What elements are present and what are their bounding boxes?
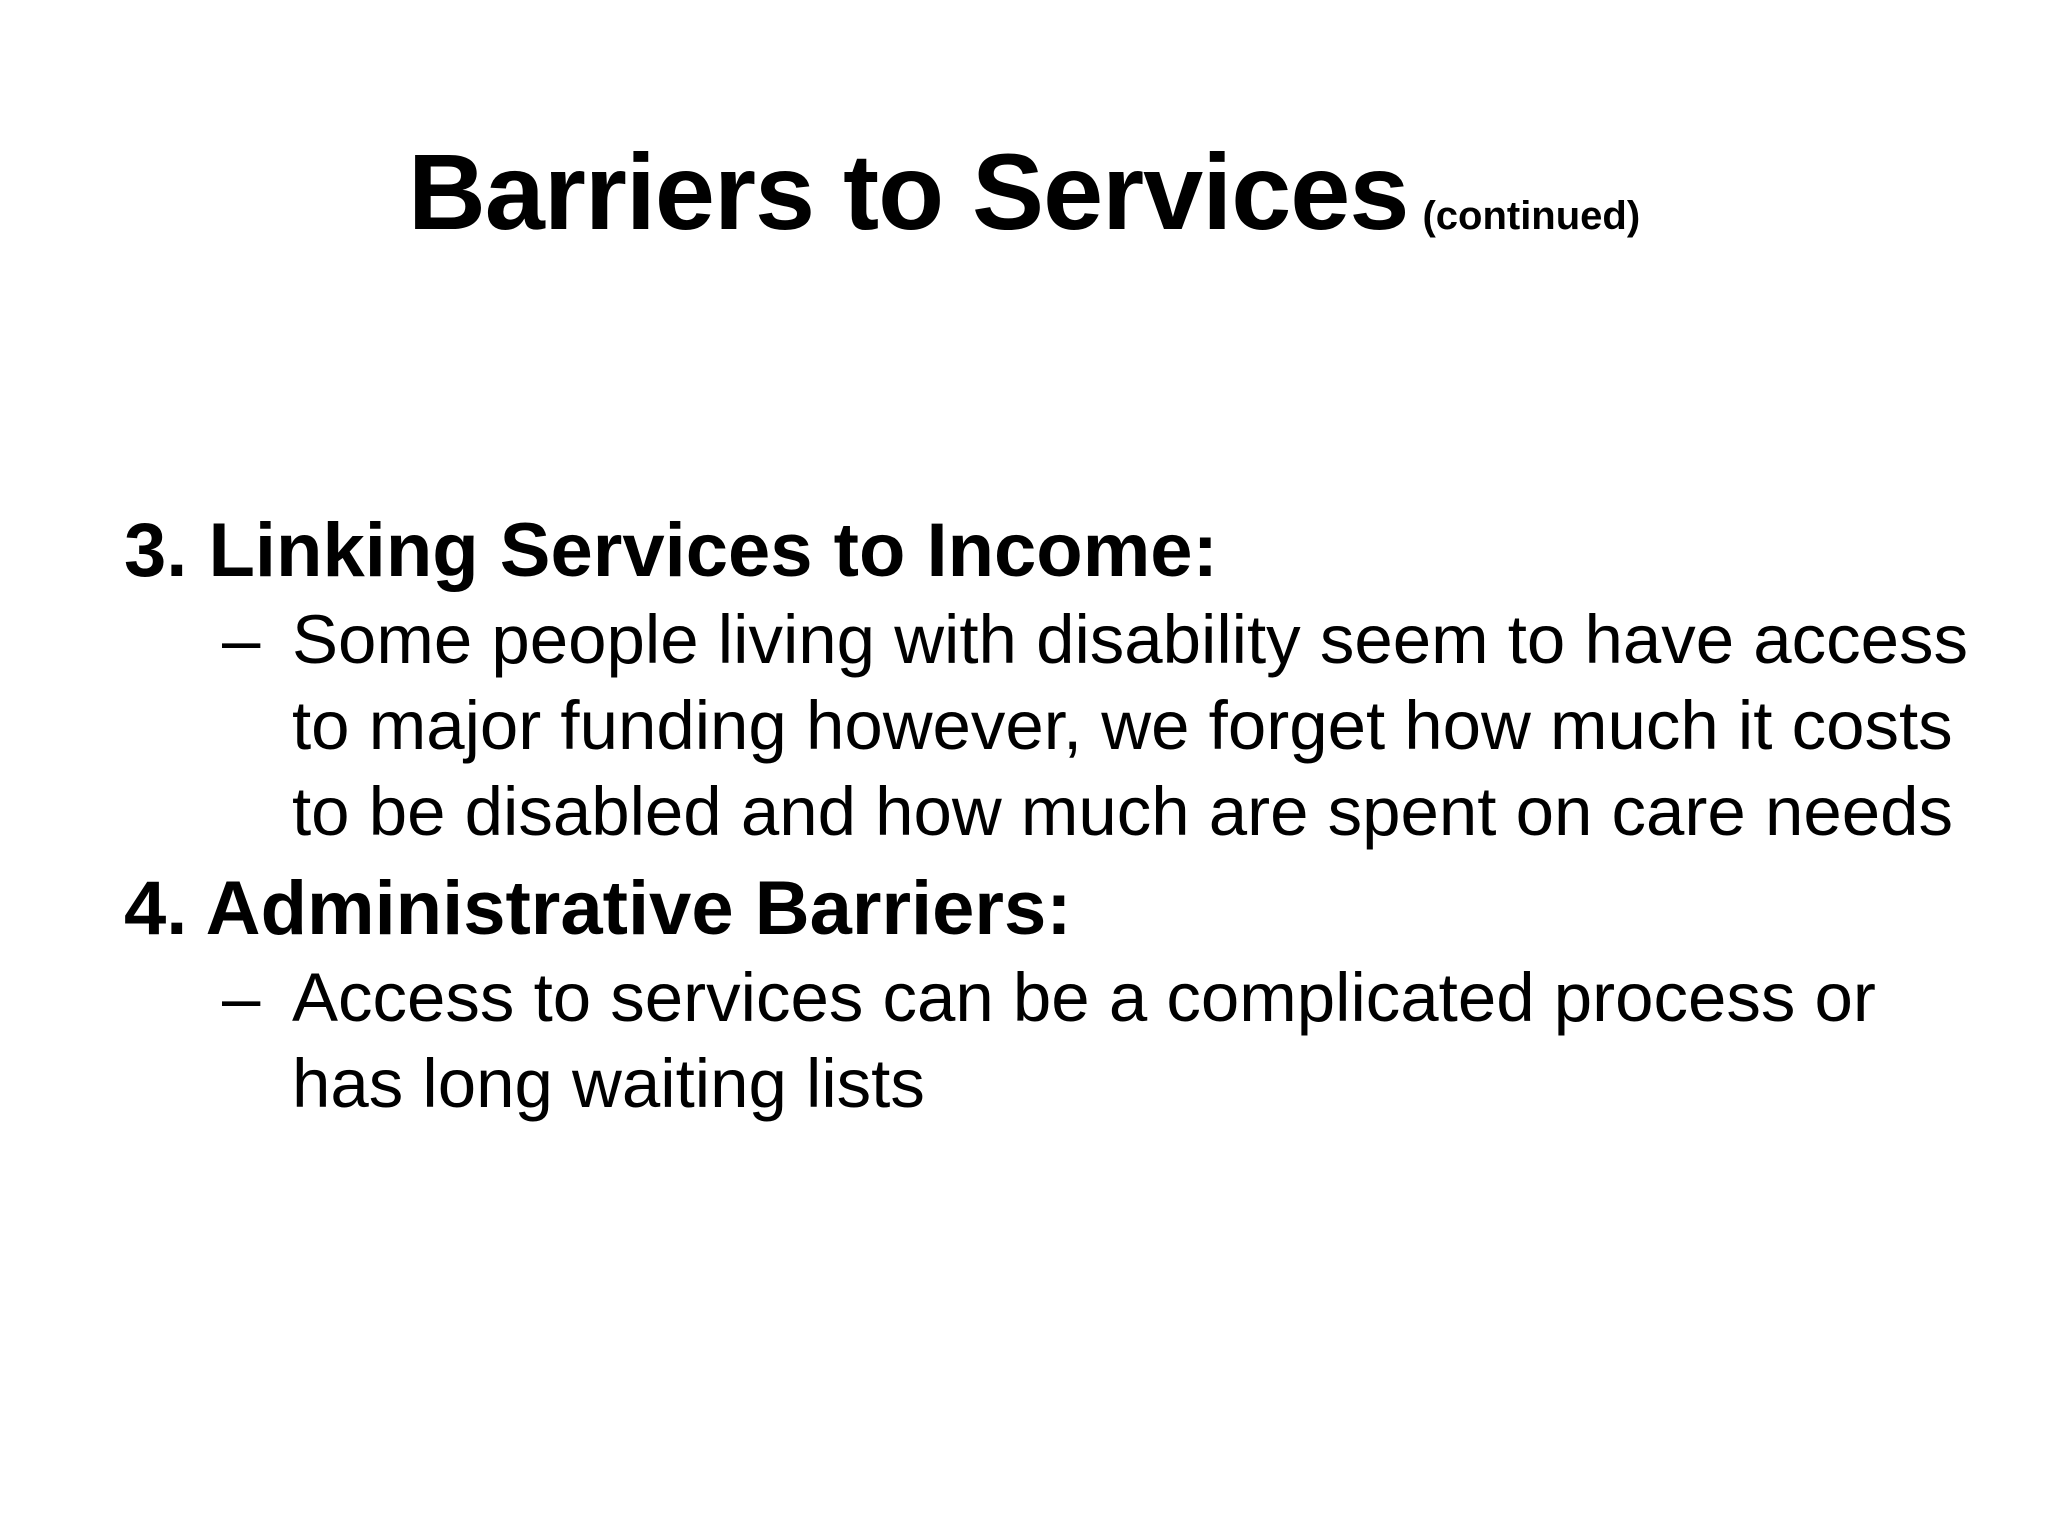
dash-marker: – <box>222 601 261 678</box>
section-heading: 4. Administrative Barriers: <box>124 866 1072 951</box>
dash-marker: – <box>222 959 261 1036</box>
title-text: Barriers to Services <box>407 131 1409 252</box>
slide-title <box>0 131 2048 252</box>
title-note: (continued) <box>1422 194 1641 238</box>
bullet-text: Some people living with disability seem to have access to major funding however, we forget how much it costs to be disabled and how much are spent on care needs <box>292 601 1969 850</box>
bullet-text: Access to services can be a complicated process or has long waiting lists <box>292 959 1876 1122</box>
bullet-item <box>124 597 1984 855</box>
slide-body <box>124 505 1984 1135</box>
section-heading: 3. Linking Services to Income: <box>124 508 1218 593</box>
bullet-item <box>124 955 1984 1127</box>
